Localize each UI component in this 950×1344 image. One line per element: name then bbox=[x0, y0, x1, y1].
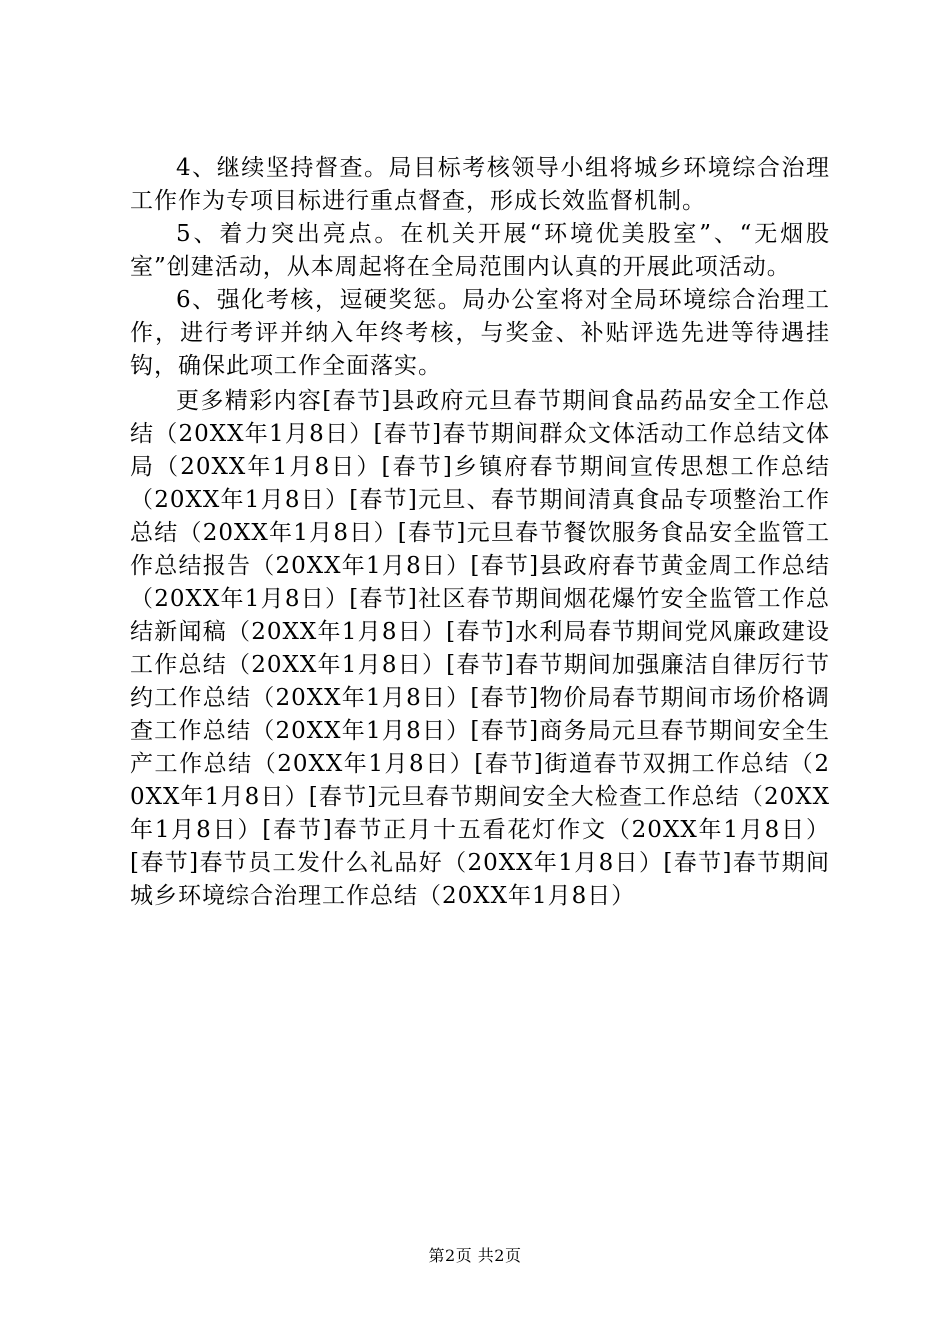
paragraph-item-6: 6、强化考核，逗硬奖惩。局办公室将对全局环境综合治理工作，进行考评并纳入年终考核，与奖金、补贴评选先进等待遇挂钩，确保此项工作全面落实。 bbox=[130, 287, 830, 379]
more-content-paragraph: 更多精彩内容[春节]县政府元旦春节期间食品药品安全工作总结（20XX年1月8日）[春节]春节期间群众文体活动工作总结文体局（20XX年1月8日）[春节]乡镇府春节期间宣传思想工作总结（20XX年1月8日）[春节]元旦、春节期间清真食品专项整治工作总结（20XX年1月8日）[春节]元旦春节餐饮服务食品安全监管工作总结报告（20XX年1月8日）[春节]县政府春节黄金周工作总结（20XX年1月8日）[春节]社区春节期间烟花爆竹安全监管工作总结新闻稿（20XX年1月8日）[春节]水利局春节期间党风廉政建设工作总结（20XX年1月8日）[春节]春节期间加强廉洁自律厉行节约工作总结（20XX年1月8日）[春节]物价局春节期间市场价格调查工作总结（20XX年1月8日）[春节]商务局元旦春节期间安全生产工作总结（20XX年1月8日）[春节]街道春节双拥工作总结（20XX年1月8日）[春节]元旦春节期间安全大检查工作总结（20XX年1月8日）[春节]春节正月十五看花灯作文（20XX年1月8日）[春节]春节员工发什么礼品好（20XX年1月8日）[春节]春节期间城乡环境综合治理工作总结（20XX年1月8日） bbox=[130, 388, 830, 909]
page-number-footer: 第2页 共2页 bbox=[428, 1246, 522, 1265]
paragraph-item-5: 5、着力突出亮点。在机关开展“环境优美股室”、“无烟股室”创建活动，从本周起将在全局范围内认真的开展此项活动。 bbox=[130, 221, 830, 280]
document-body bbox=[130, 152, 830, 913]
paragraph-item-4: 4、继续坚持督查。局目标考核领导小组将城乡环境综合治理工作作为专项目标进行重点督查，形成长效监督机制。 bbox=[130, 155, 830, 214]
